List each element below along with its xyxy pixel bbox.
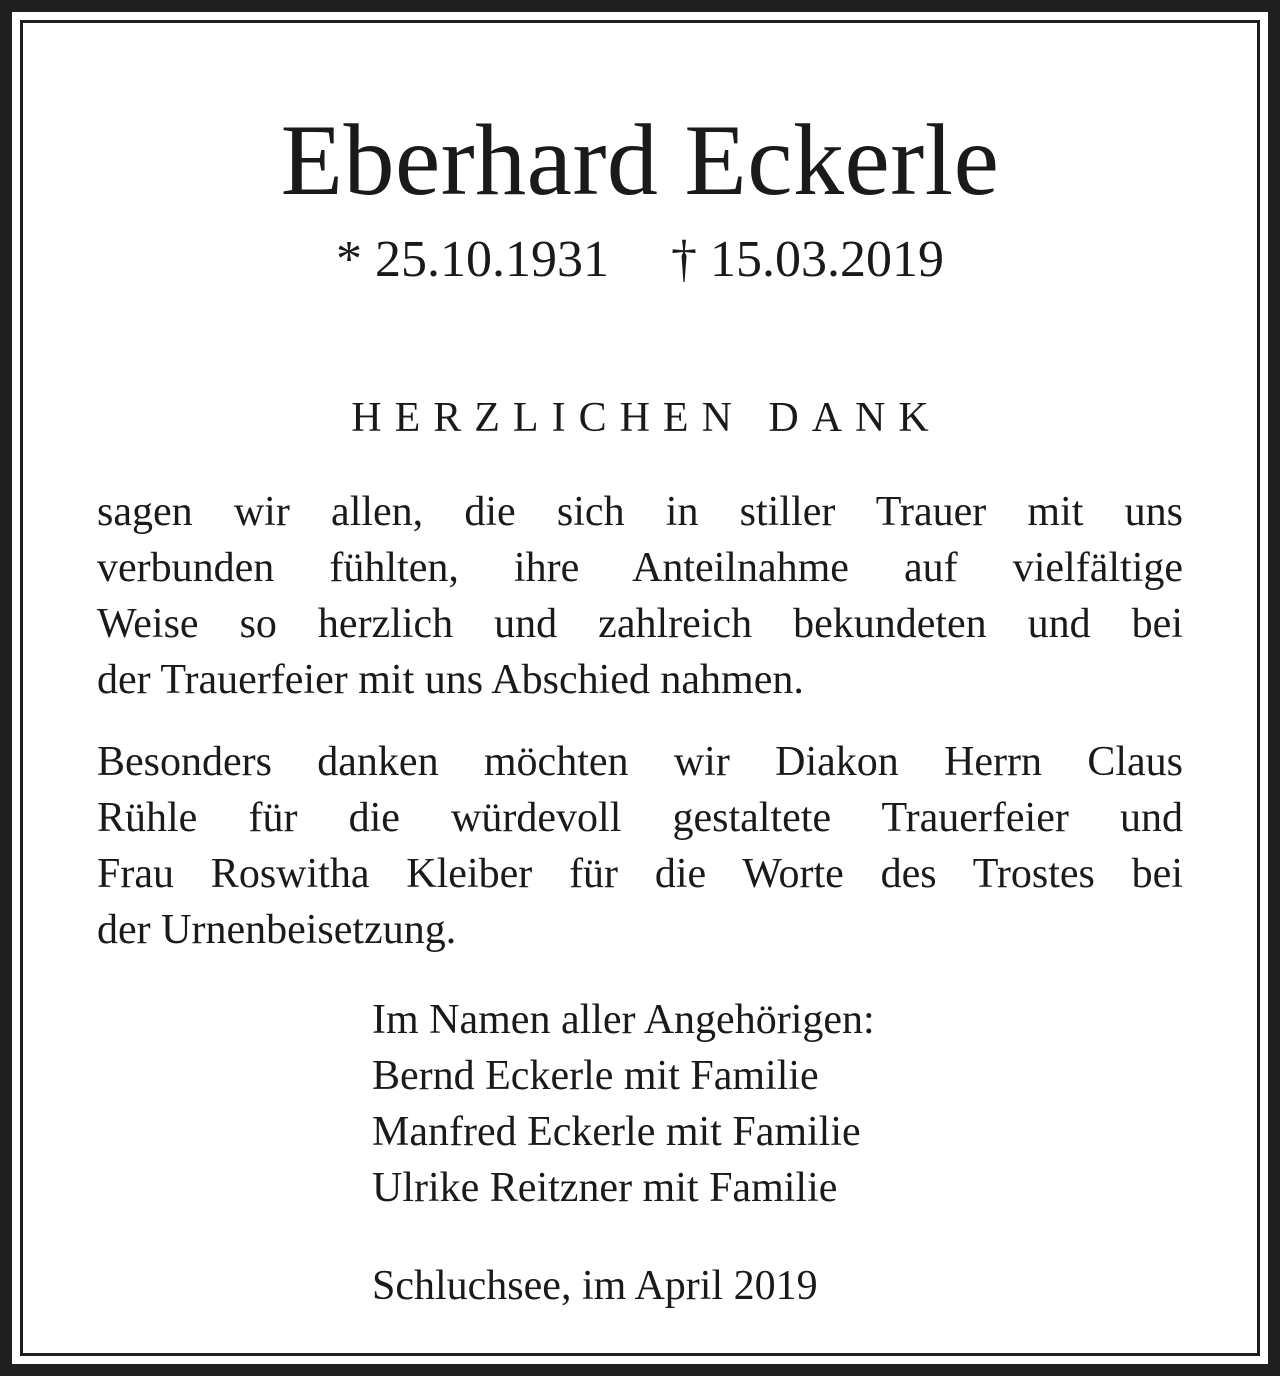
deceased-name: Eberhard Eckerle: [280, 104, 1000, 217]
paragraph-line: der Trauerfeier mit uns Abschied nahmen.: [97, 657, 804, 703]
life-dates: [0, 228, 1280, 292]
paragraph-line: Besonders danken möchten wir Diakon Herrn Claus: [97, 739, 1183, 785]
thanks-paragraph-1: [97, 484, 1183, 708]
death-date: † 15.03.2019: [671, 231, 944, 288]
signature-line: Ulrike Reitzner mit Familie: [372, 1165, 838, 1211]
signature-line: Im Namen aller Angehörigen:: [372, 997, 875, 1043]
thanks-paragraph-2: [97, 734, 1183, 958]
place-and-date: Schluchsee, im April 2019: [372, 1263, 818, 1309]
paragraph-line: sagen wir allen, die sich in stiller Trauer mit uns: [97, 489, 1183, 535]
birth-date: * 25.10.1931: [336, 231, 609, 288]
signature-block: [372, 992, 875, 1216]
paragraph-line: verbunden fühlten, ihre Anteilnahme auf vielfältige: [97, 545, 1183, 591]
paragraph-line: Rühle für die würdevoll gestaltete Trauerfeier und: [97, 795, 1183, 841]
paragraph-line: Frau Roswitha Kleiber für die Worte des Trostes bei: [97, 851, 1183, 897]
thanks-heading: HERZLICHEN DANK: [351, 395, 942, 441]
signature-line: Manfred Eckerle mit Familie: [372, 1109, 861, 1155]
signature-line: Bernd Eckerle mit Familie: [372, 1053, 819, 1099]
paragraph-line: Weise so herzlich und zahlreich bekundeten und bei: [97, 601, 1183, 647]
paragraph-line: der Urnenbeisetzung.: [97, 907, 457, 953]
